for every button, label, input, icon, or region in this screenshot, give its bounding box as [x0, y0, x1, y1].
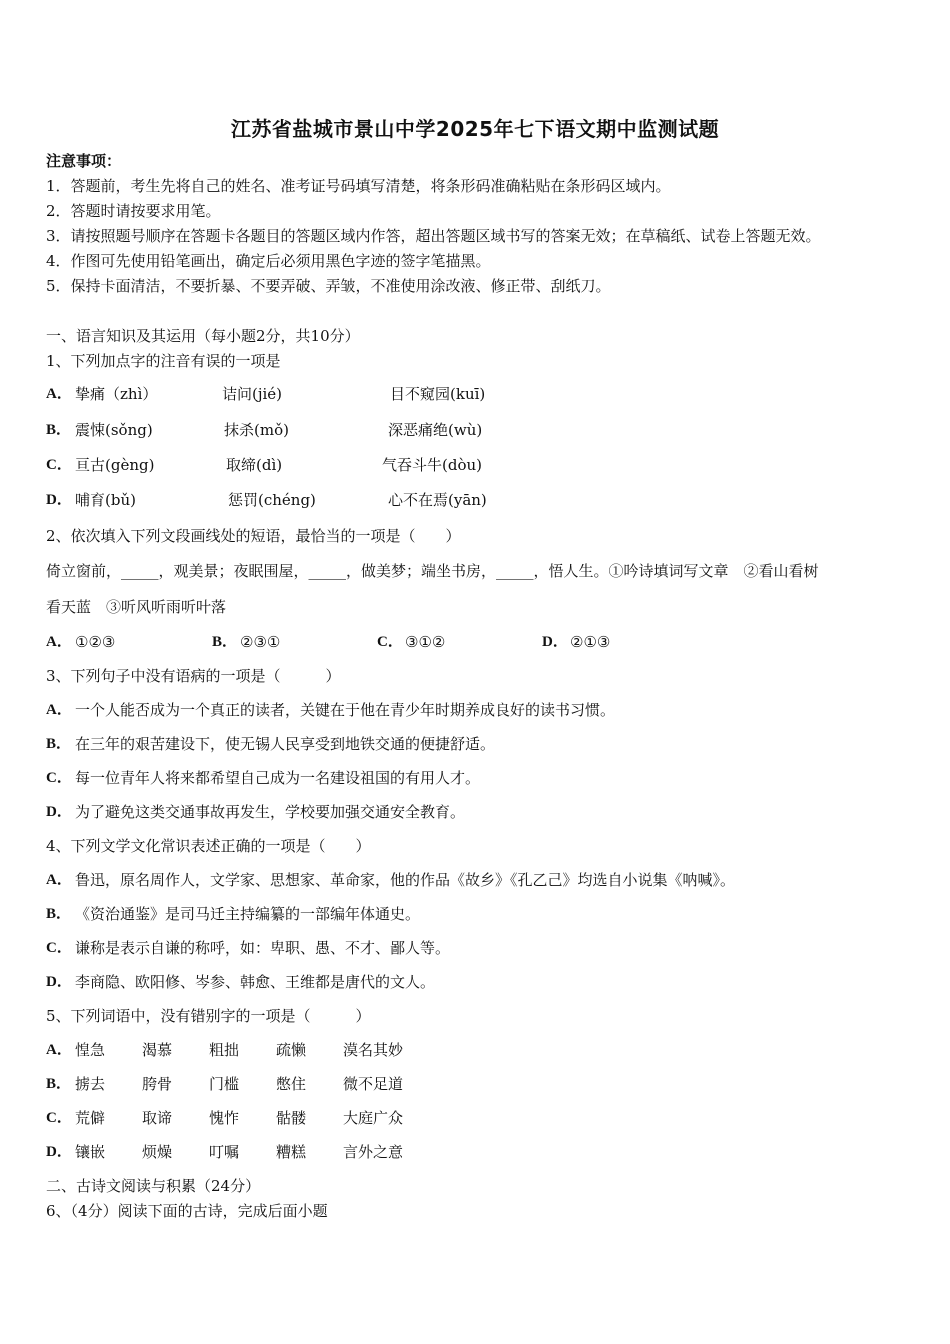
option-label: C． — [46, 940, 72, 956]
option-text: ②①③ — [570, 633, 611, 651]
option-item: 烦燥 — [142, 1143, 173, 1161]
option-text: ②③① — [240, 633, 281, 651]
page-title: 江苏省盐城市景山中学2025年七下语文期中监测试题 — [230, 117, 720, 141]
question-stem: 1、下列加点字的注音有误的一项是 — [46, 352, 281, 370]
option-item: 气吞斗牛(dòu) — [382, 456, 482, 474]
option-item: 心不在焉(yān) — [388, 491, 487, 509]
option-label: D． — [46, 1144, 72, 1160]
option-item: 亘古(gèng) — [75, 456, 155, 474]
option-label: A． — [46, 872, 72, 888]
option-item: 取缔(dì) — [226, 456, 283, 474]
notice-item: 3．请按照题号顺序在答题卡各题目的答题区域内作答，超出答题区域书写的答案无效；在草稿纸、试卷上答题无效。 — [46, 227, 821, 245]
option-item: 糟糕 — [276, 1143, 307, 1161]
option-item: 大庭广众 — [343, 1109, 404, 1127]
option-item: 胯骨 — [142, 1075, 173, 1093]
option-label: B． — [46, 1076, 72, 1092]
option-item: 漠名其妙 — [343, 1041, 404, 1059]
option-item: 挚痛（zhì） — [75, 385, 158, 403]
option-label: D． — [46, 974, 72, 990]
option-item: 镶嵌 — [75, 1143, 106, 1161]
option-item: 哺育(bǔ) — [75, 491, 136, 509]
option-text: 为了避免这类交通事故再发生，学校要加强交通安全教育。 — [75, 803, 466, 821]
option-item: 诘问(jié) — [222, 385, 283, 403]
option-text: 在三年的艰苦建设下，使无锡人民享受到地铁交通的便捷舒适。 — [75, 735, 496, 753]
option-text: 谦称是表示自谦的称呼，如：卑职、愚、不才、鄙人等。 — [75, 939, 451, 957]
notice-heading: 注意事项： — [46, 152, 122, 170]
option-label: D． — [542, 634, 568, 650]
option-item: 深恶痛绝(wù) — [388, 421, 483, 439]
option-item: 掳去 — [75, 1075, 106, 1093]
option-item: 取谛 — [142, 1109, 173, 1127]
notice-item: 1．答题前，考生先将自己的姓名、准考证号码填写清楚，将条形码准确粘贴在条形码区域内。 — [46, 177, 671, 195]
question-stem: 4、下列文学文化常识表述正确的一项是（ ） — [46, 837, 371, 855]
option-item: 目不窥园(kuī) — [390, 385, 486, 403]
option-text: ③①② — [405, 633, 446, 651]
option-item: 疏懒 — [276, 1041, 307, 1059]
option-item: 门槛 — [209, 1075, 240, 1093]
section-heading: 二、古诗文阅读与积累（24分） — [46, 1177, 261, 1195]
option-item: 渴慕 — [142, 1041, 173, 1059]
option-label: C． — [377, 634, 403, 650]
notice-item: 4．作图可先使用铅笔画出，确定后必须用黑色字迹的签字笔描黑。 — [46, 252, 491, 270]
question-stem: 5、下列词语中，没有错别字的一项是（ ） — [46, 1007, 371, 1025]
question-stem: 3、下列句子中没有语病的一项是（ ） — [46, 667, 341, 685]
option-item: 叮嘱 — [209, 1143, 240, 1161]
option-text: 鲁迅，原名周作人，文学家、思想家、革命家，他的作品《故乡》《孔乙己》均选自小说集《呐喊》。 — [75, 871, 736, 889]
option-item: 荒僻 — [75, 1109, 106, 1127]
option-item: 粗拙 — [209, 1041, 240, 1059]
option-item: 惶急 — [75, 1041, 106, 1059]
option-item: 骷髅 — [276, 1109, 307, 1127]
option-text: 一个人能否成为一个真正的读者，关键在于他在青少年时期养成良好的读书习惯。 — [75, 701, 616, 719]
option-text: ①②③ — [75, 633, 116, 651]
section-heading: 一、语言知识及其运用（每小题2分，共10分） — [46, 327, 360, 345]
option-label: B． — [46, 736, 72, 752]
option-text: 李商隐、欧阳修、岑参、韩愈、王维都是唐代的文人。 — [75, 973, 436, 991]
option-item: 愧怍 — [209, 1109, 240, 1127]
option-item: 言外之意 — [343, 1143, 404, 1161]
option-label: D． — [46, 492, 72, 508]
option-label: B． — [46, 422, 72, 438]
notice-item: 2．答题时请按要求用笔。 — [46, 202, 221, 220]
question-text: 倚立窗前，_____，观美景；夜眠围屋，_____，做美梦；端坐书房，_____，悟人生。①吟诗填词写文章 ②看山看树 — [46, 562, 819, 580]
option-item: 憋住 — [276, 1075, 307, 1093]
option-label: C． — [46, 1110, 72, 1126]
notice-item: 5．保持卡面清洁，不要折暴、不要弄破、弄皱，不准使用涂改液、修正带、刮纸刀。 — [46, 277, 611, 295]
option-label: A． — [46, 634, 72, 650]
option-item: 惩罚(chéng) — [228, 491, 316, 509]
option-item: 震悚(sǒng) — [75, 421, 153, 439]
option-item: 微不足道 — [343, 1075, 404, 1093]
option-item: 抹杀(mǒ) — [224, 421, 289, 439]
option-label: C． — [46, 770, 72, 786]
option-text: 《资治通鉴》是司马迁主持编纂的一部编年体通史。 — [75, 905, 421, 923]
option-label: A． — [46, 386, 72, 402]
option-label: B． — [46, 906, 72, 922]
question-text: 看天蓝 ③听风听雨听叶落 — [46, 598, 227, 616]
option-text: 每一位青年人将来都希望自己成为一名建设祖国的有用人才。 — [75, 769, 481, 787]
option-label: A． — [46, 1042, 72, 1058]
option-label: D． — [46, 804, 72, 820]
question-stem: 6、（4分）阅读下面的古诗，完成后面小题 — [46, 1202, 328, 1220]
option-label: B． — [212, 634, 238, 650]
question-stem: 2、依次填入下列文段画线处的短语，最恰当的一项是（ ） — [46, 527, 461, 545]
option-label: A． — [46, 702, 72, 718]
option-label: C． — [46, 457, 72, 473]
